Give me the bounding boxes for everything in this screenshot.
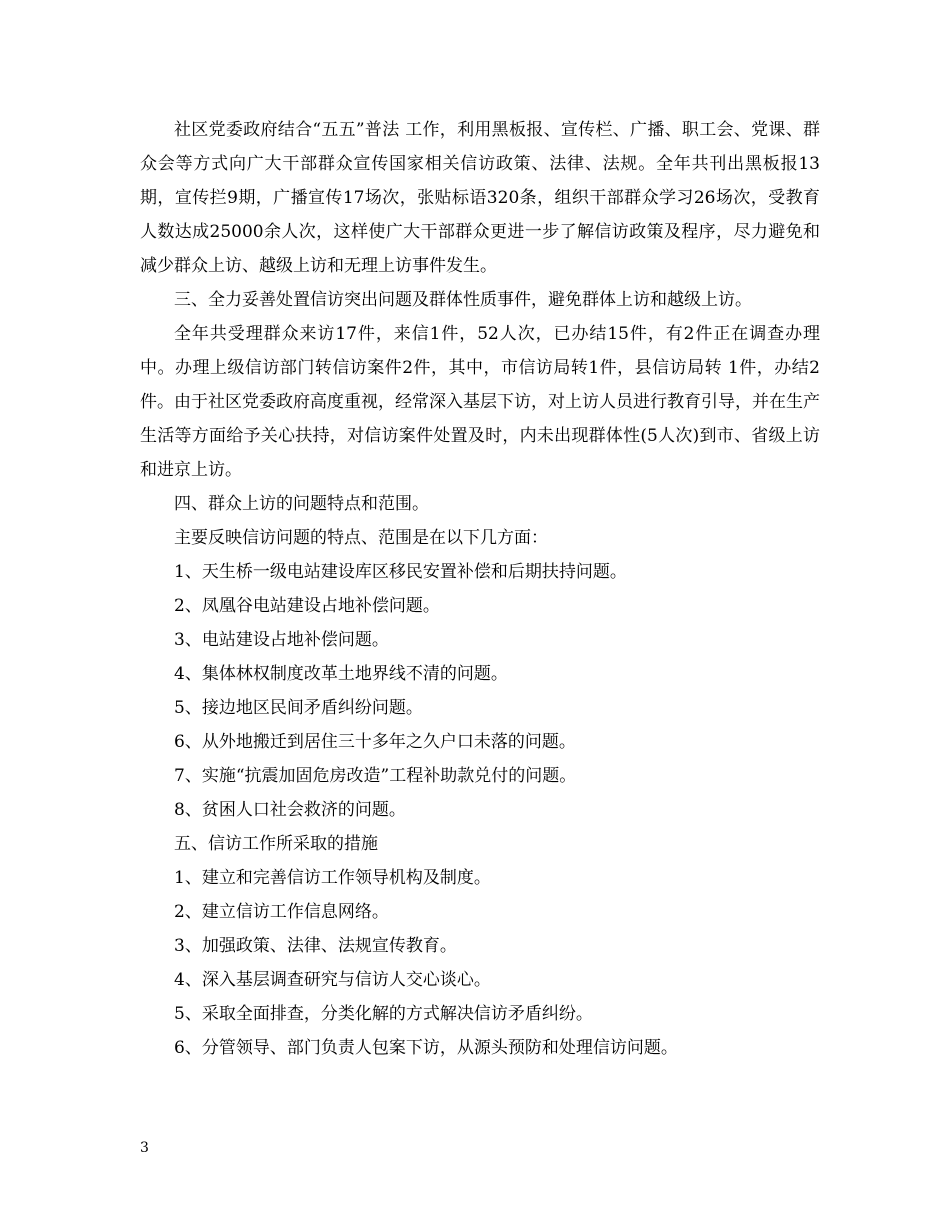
document-body xyxy=(140,113,820,1065)
list-item-issue-6: 6、从外地搬迁到居住三十多年之久户口未落的问题。 xyxy=(174,732,576,752)
list-item-issue-5: 5、接边地区民间矛盾纠纷问题。 xyxy=(174,698,423,718)
heading-section-5: 五、信访工作所采取的措施 xyxy=(174,834,378,854)
paragraph-issues-intro: 主要反映信访问题的特点、范围是在以下几方面： xyxy=(174,528,548,548)
list-item-issue-4: 4、集体林权制度改革土地界线不清的问题。 xyxy=(174,664,508,684)
list-item-measure-6: 6、分管领导、部门负责人包案下访，从源头预防和处理信访问题。 xyxy=(174,1038,678,1058)
list-item-issue-7: 7、实施“抗震加固危房改造”工程补助款兑付的问题。 xyxy=(174,766,577,786)
list-item-issue-2: 2、凤凰谷电站建设占地补偿问题。 xyxy=(174,596,440,616)
list-item-measure-3: 3、加强政策、法律、法规宣传教育。 xyxy=(174,936,457,956)
heading-section-4: 四、群众上访的问题特点和范围。 xyxy=(174,494,429,514)
list-item-issue-3: 3、电站建设占地补偿问题。 xyxy=(174,630,389,650)
list-item-measure-1: 1、建立和完善信访工作领导机构及制度。 xyxy=(174,868,491,888)
page-number: 3 xyxy=(140,1140,149,1156)
paragraph-publicity: 社区党委政府结合“五五”普法 工作，利用黑板报、宣传栏、广播、职工会、党课、群众会等方式向广大干部群众宣传国家相关信访政策、法律、法规。全年共刊出黑板报13期，宣传拦9期，广播宣传17场次，张贴标语320条，组织干部群众学习26场次，受教育人数达成25000余人次，这样使广大干部群众更进一步了解信访政策及程序，尽力避免和减少群众上访、越级上访和无理上访事件发生。 xyxy=(140,120,820,276)
paragraph-cases: 全年共受理群众来访17件，来信1件，52人次，已办结15件，有2件正在调查办理中。办理上级信访部门转信访案件2件，其中，市信访局转1件，县信访局转 1件，办结2件。由于社区党委政府高度重视，经常深入基层下访，对上访人员进行教育引导，并在生产生活等方面给予关心扶持，对信访案件处置及时，内未出现群体性(5人次)到市、省级上访和进京上访。 xyxy=(140,324,820,480)
heading-section-3: 三、全力妥善处置信访突出问题及群体性质事件，避免群体上访和越级上访。 xyxy=(174,290,752,310)
list-item-measure-5: 5、采取全面排查，分类化解的方式解决信访矛盾纠纷。 xyxy=(174,1004,593,1024)
list-item-issue-8: 8、贫困人口社会救济的问题。 xyxy=(174,800,406,820)
list-item-measure-4: 4、深入基层调查研究与信访人交心谈心。 xyxy=(174,970,491,990)
list-item-measure-2: 2、建立信访工作信息网络。 xyxy=(174,902,389,922)
list-item-issue-1: 1、天生桥一级电站建设库区移民安置补偿和后期扶持问题。 xyxy=(174,562,627,582)
